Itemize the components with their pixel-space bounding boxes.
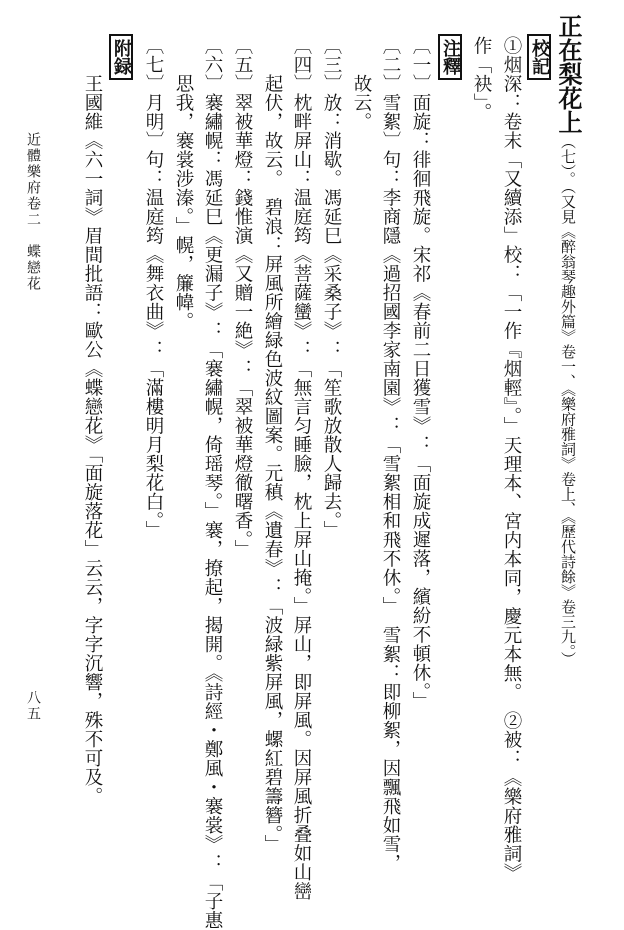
poem-title-line <box>554 14 583 667</box>
annotation-line: 〔三〕放：消歇。馮延巳《采桑子》：「笙歌放散人歸去。」 <box>321 36 342 540</box>
section-header-jiaoji: 校記 <box>527 34 551 80</box>
annotation-line: 〔六〕褰繡幌：馮延巳《更漏子》：「褰繡幌，倚瑶琴。」褰，撩起，揭開。《詩經・鄭風・褰裳》：「子惠 <box>202 36 223 930</box>
page-number: 八五 <box>25 690 41 722</box>
annotation-line: 〔五〕翠被華燈：錢惟演《又贈一絶》：「翠被華燈徹曙香。」 <box>232 36 253 559</box>
annotation-line: 起伏，故云。 碧浪：屏風所繪緑色波紋圖案。元稹《遺春》：「波緑紫屏風，螺紅碧籌簪。」 <box>262 74 283 854</box>
annotation-line: 〔四〕枕畔屏山：温庭筠《菩薩蠻》：「無言匀睡臉，枕上屏山掩。」屏山，即屏風。因屏風折叠如山巒 <box>291 36 312 901</box>
collation-line: 作「袂」。 <box>471 36 492 122</box>
appendix-line: 王國維《六一詞》眉間批語：歐公《蝶戀花》「面旋落花」云云，字字沉響，殊不可及。 <box>82 74 103 806</box>
annotation-line: 故云。 <box>351 74 372 131</box>
running-footer: 近體樂府卷二 蝶戀花 <box>25 132 41 292</box>
section-header-fulu: 附録 <box>109 34 133 80</box>
annotation-line: 思我，褰裳涉溱。」幌，簾幃。 <box>173 74 194 331</box>
poem-title-note: （七）。（又見《醉翁琴趣外篇》卷一、《樂府雅詞》卷上、《歷代詩餘》卷三九。） <box>559 134 577 667</box>
annotation-line: 〔二〕雪絮〕句：李商隱《過招國李家南園》：「雪絮相和飛不休。」 雪絮：即柳絮，因飄飛如雪， <box>380 36 401 873</box>
annotation-line: 〔七〕月明〕句：温庭筠《舞衣曲》：「滿樓明月梨花白。」 <box>143 36 164 540</box>
annotation-line: 〔一〕面旋：徘徊飛旋。宋祁《春前二日獲雪》：「面旋成遲落，繽紛不頓休。」 <box>410 36 431 711</box>
poem-title: 正在梨花上 <box>554 14 583 134</box>
section-header-zhushi: 注釋 <box>438 34 462 80</box>
collation-line: ①烟深：卷末「又續添」校：「一作『烟輕』。」天理本、宮内本同，慶元本無。 ②被：《樂府雅詞》 <box>501 36 522 883</box>
